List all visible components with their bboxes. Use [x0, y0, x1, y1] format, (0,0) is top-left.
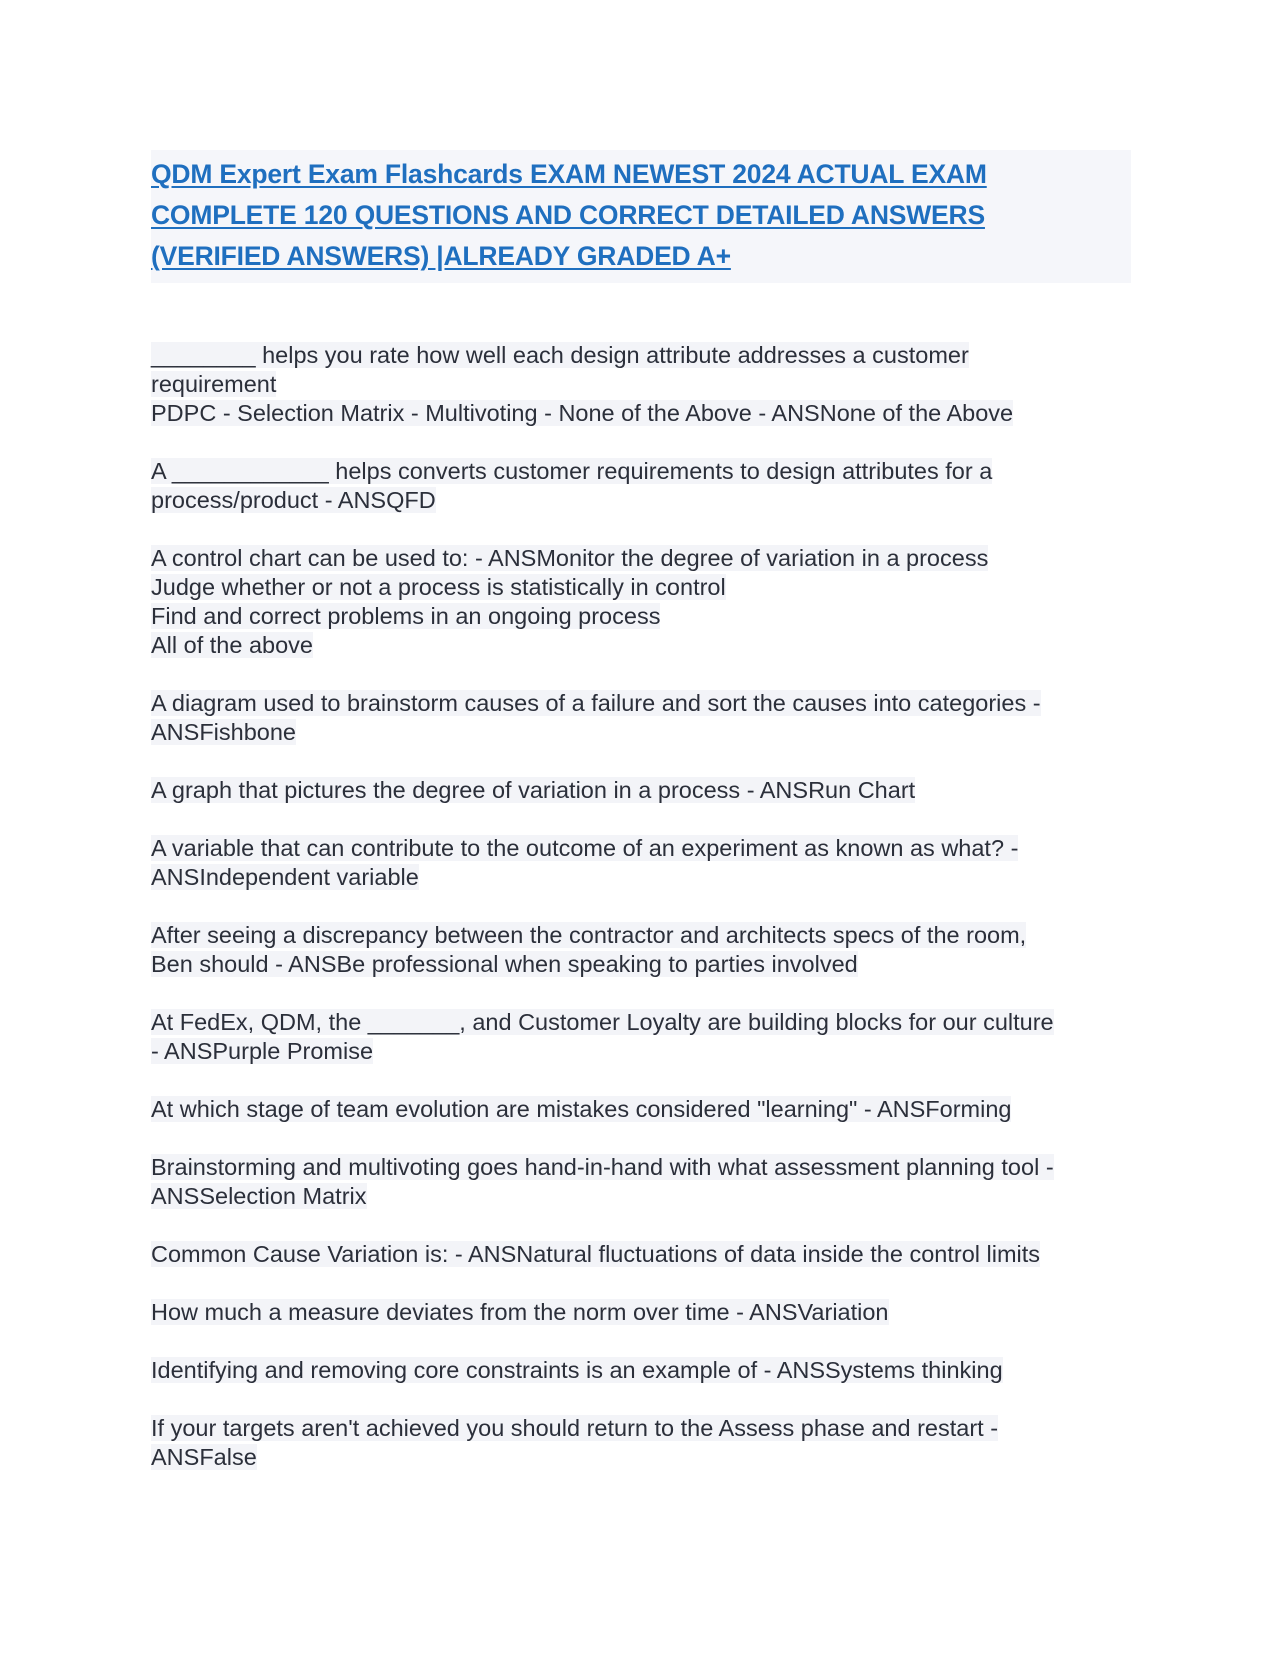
flashcard-item: [151, 457, 1131, 515]
flashcard-text: Ben should - ANSBe professional when speaking to parties involved: [151, 951, 858, 977]
flashcard-text: How much a measure deviates from the norm over time - ANSVariation: [151, 1299, 889, 1325]
flashcard-list: [151, 341, 1131, 1472]
flashcard-text: A graph that pictures the degree of variation in a process - ANSRun Chart: [151, 777, 916, 803]
document-page: [151, 150, 1131, 1501]
flashcard-item: [151, 341, 1131, 428]
title-link-line[interactable]: QDM Expert Exam Flashcards EXAM NEWEST 2024 ACTUAL EXAM: [151, 159, 987, 189]
flashcard-text: ________ helps you rate how well each design attribute addresses a customer: [151, 342, 969, 368]
title-link-line[interactable]: (VERIFIED ANSWERS) |ALREADY GRADED A+: [151, 241, 731, 271]
flashcard-item: [151, 1356, 1131, 1385]
flashcard-text: Brainstorming and multivoting goes hand-in-hand with what assessment planning tool -: [151, 1154, 1054, 1180]
flashcard-text: ANSIndependent variable: [151, 864, 419, 890]
flashcard-text: At FedEx, QDM, the _______, and Customer Loyalty are building blocks for our culture: [151, 1009, 1054, 1035]
flashcard-text: ANSSelection Matrix: [151, 1183, 367, 1209]
flashcard-item: [151, 544, 1131, 660]
title-link-line[interactable]: COMPLETE 120 QUESTIONS AND CORRECT DETAILED ANSWERS: [151, 200, 985, 230]
flashcard-text: - ANSPurple Promise: [151, 1038, 374, 1064]
flashcard-text: ANSFalse: [151, 1444, 257, 1470]
flashcard-text: All of the above: [151, 632, 313, 658]
flashcard-text: process/product - ANSQFD: [151, 487, 436, 513]
flashcard-item: [151, 1095, 1131, 1124]
flashcard-text: A ____________ helps converts customer requirements to design attributes for a: [151, 458, 993, 484]
flashcard-text: Judge whether or not a process is statistically in control: [151, 574, 726, 600]
flashcard-item: [151, 776, 1131, 805]
flashcard-text: requirement: [151, 371, 277, 397]
flashcard-item: [151, 1298, 1131, 1327]
flashcard-item: [151, 834, 1131, 892]
flashcard-text: Identifying and removing core constraints is an example of - ANSSystems thinking: [151, 1357, 1003, 1383]
flashcard-item: [151, 689, 1131, 747]
flashcard-item: [151, 1153, 1131, 1211]
flashcard-item: [151, 1008, 1131, 1066]
flashcard-text: A variable that can contribute to the outcome of an experiment as known as what? -: [151, 835, 1019, 861]
flashcard-text: At which stage of team evolution are mistakes considered "learning" - ANSForming: [151, 1096, 1012, 1122]
flashcard-text: A diagram used to brainstorm causes of a failure and sort the causes into categories -: [151, 690, 1041, 716]
flashcard-item: [151, 1240, 1131, 1269]
flashcard-text: Find and correct problems in an ongoing process: [151, 603, 661, 629]
flashcard-text: A control chart can be used to: - ANSMonitor the degree of variation in a process: [151, 545, 989, 571]
document-title: [151, 150, 1131, 283]
flashcard-text: ANSFishbone: [151, 719, 296, 745]
flashcard-item: [151, 1414, 1131, 1472]
flashcard-text: PDPC - Selection Matrix - Multivoting - None of the Above - ANSNone of the Above: [151, 400, 1014, 426]
flashcard-text: After seeing a discrepancy between the contractor and architects specs of the room,: [151, 922, 1027, 948]
flashcard-text: Common Cause Variation is: - ANSNatural fluctuations of data inside the control limits: [151, 1241, 1041, 1267]
flashcard-item: [151, 921, 1131, 979]
flashcard-text: If your targets aren't achieved you should return to the Assess phase and restart -: [151, 1415, 999, 1441]
